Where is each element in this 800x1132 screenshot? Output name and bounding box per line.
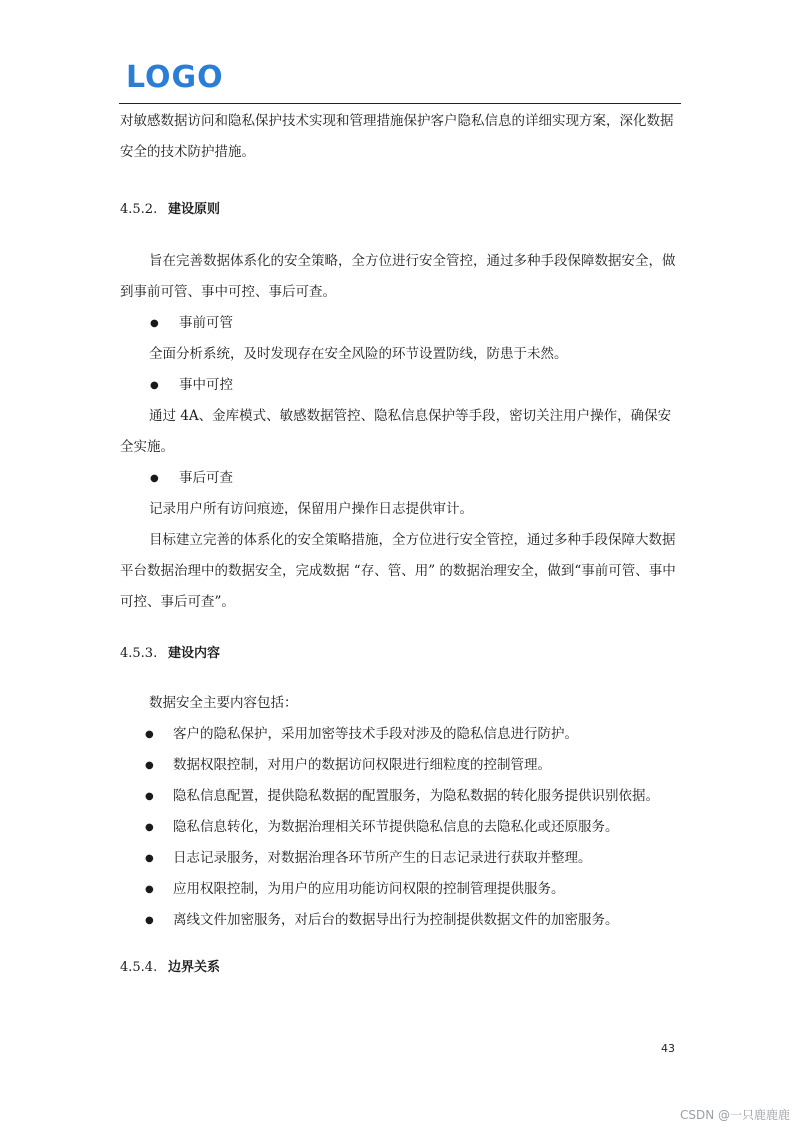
heading-number: 4.5.3. bbox=[120, 646, 158, 661]
list-item: ● 客户的隐私保护，采用加密等技术手段对涉及的隐私信息进行防护。 bbox=[120, 719, 682, 750]
heading-number: 4.5.2. bbox=[120, 202, 158, 217]
list-item: ● 隐私信息配置，提供隐私数据的配置服务，为隐私数据的转化服务提供识别依据。 bbox=[120, 781, 682, 812]
bullet-item: ● 事前可管 bbox=[120, 308, 682, 339]
page-number: 43 bbox=[661, 1042, 675, 1055]
heading-number: 4.5.4. bbox=[120, 960, 158, 975]
intro-paragraph: 对敏感数据访问和隐私保护技术实现和管理措施保护客户隐私信息的详细实现方案，深化数据安全的技术防护措施。 bbox=[120, 113, 674, 160]
bullet-description: 通过 4A、金库模式、敏感数据管控、隐私信息保护等手段，密切关注用户操作，确保安全实施。 bbox=[120, 408, 672, 455]
list-item: ● 应用权限控制，为用户的应用功能访问权限的控制管理提供服务。 bbox=[120, 874, 682, 905]
watermark: CSDN @一只鹿鹿鹿 bbox=[679, 1108, 790, 1122]
bullet-item: ● 事中可控 bbox=[120, 370, 682, 401]
logo: LOGO bbox=[126, 60, 224, 95]
bullet-item: ● 事后可查 bbox=[120, 463, 682, 494]
list-item: ● 离线文件加密服务，对后台的数据导出行为控制提供数据文件的加密服务。 bbox=[120, 905, 682, 936]
heading-title: 建设原则 bbox=[168, 202, 221, 217]
heading-4-5-2 bbox=[120, 200, 682, 220]
document-body bbox=[120, 106, 682, 978]
goal-paragraph: 目标建立完善的体系化的安全策略措施，全方位进行安全管控，通过多种手段保障大数据平台数据治理中的数据安全，完成数据 “存、管、用” 的数据治理安全，做到“事前可管、事中可控、事后可查”。 bbox=[120, 532, 676, 610]
list-item: ● 隐私信息转化，为数据治理相关环节提供隐私信息的去隐私化或还原服务。 bbox=[120, 812, 682, 843]
heading-4-5-3 bbox=[120, 644, 682, 664]
content-lead: 数据安全主要内容包括： bbox=[149, 695, 298, 711]
heading-4-5-4 bbox=[120, 958, 682, 978]
bullet-description: 全面分析系统，及时发现存在安全风险的环节设置防线，防患于未然。 bbox=[149, 346, 568, 362]
list-item: ● 数据权限控制，对用户的数据访问权限进行细粒度的控制管理。 bbox=[120, 750, 682, 781]
heading-title: 建设内容 bbox=[168, 646, 221, 661]
list-item: ● 日志记录服务，对数据治理各环节所产生的日志记录进行获取并整理。 bbox=[120, 843, 682, 874]
header-divider bbox=[119, 103, 681, 104]
heading-title: 边界关系 bbox=[168, 960, 221, 975]
principle-paragraph: 旨在完善数据体系化的安全策略，全方位进行安全管控，通过多种手段保障数据安全，做到事前可管、事中可控、事后可查。 bbox=[120, 253, 676, 300]
bullet-description: 记录用户所有访问痕迹，保留用户操作日志提供审计。 bbox=[149, 501, 473, 517]
